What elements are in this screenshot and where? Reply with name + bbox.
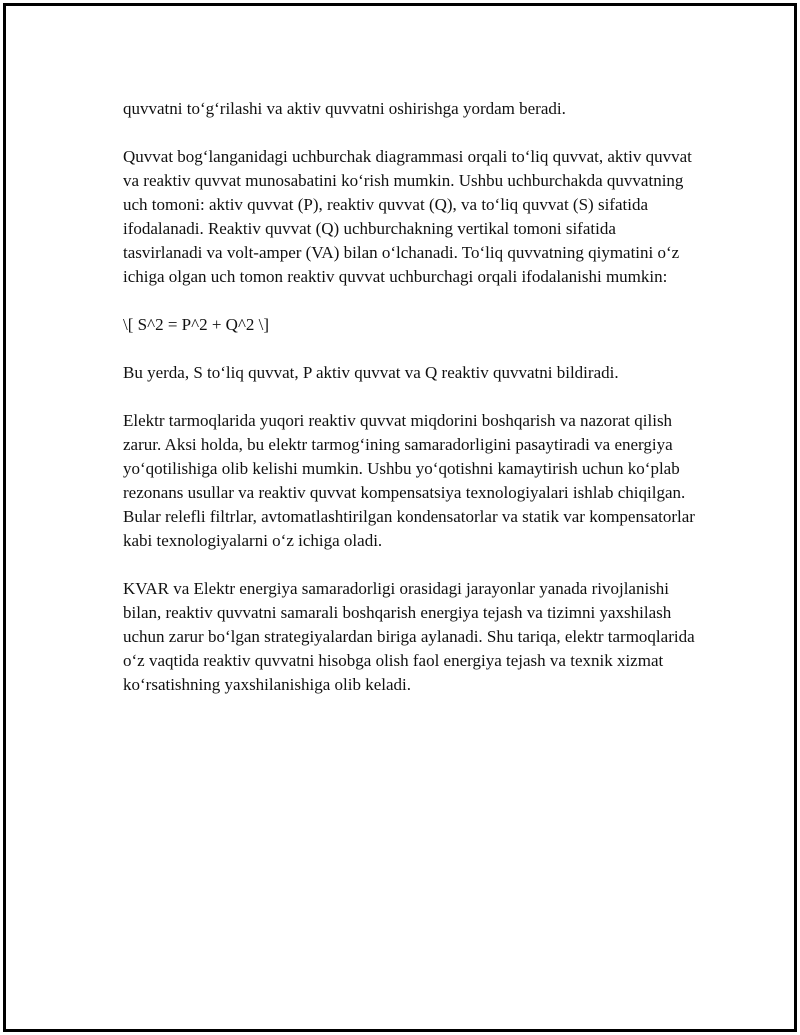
paragraph-reactive-control: Elektr tarmoqlarida yuqori reaktiv quvvat miqdorini boshqarish va nazorat qilish zarur. Aksi holda, bu elektr tarmog‘ining samaradorligini pasaytiradi va energiya yo‘qotilishiga olib kelishi mumkin. Ushbu yo‘qotishni kamaytirish uchun ko‘plab rezonans usullar va reaktiv quvvat kompensatsiya texnologiyalari ishlab chiqilgan. Bular relefli filtrlar, avtomatlashtirilgan kondensatorlar va statik var kompensatorlar kabi texnologiyalarni o‘z ichiga oladi. xyxy=(123,411,695,550)
paragraph-continuation: quvvatni to‘g‘rilashi va aktiv quvvatni oshirishga yordam beradi. xyxy=(123,99,566,118)
paragraph-formula: \[ S^2 = P^2 + Q^2 \] xyxy=(123,315,270,334)
paragraph-conclusion: KVAR va Elektr energiya samaradorligi orasidagi jarayonlar yanada rivojlanishi bilan, reaktiv quvvatni samarali boshqarish energiya tejash va tizimni yaxshilash uchun zarur bo‘lgan strategiyalardan biriga aylanadi. Shu tariqa, elektr tarmoqlarida o‘z vaqtida reaktiv quvvatni hisobga olish faol energiya tejash va texnik xizmat ko‘rsatishning yaxshilanishiga olib keladi. xyxy=(123,579,695,694)
page-frame xyxy=(3,3,797,1032)
paragraph-power-triangle: Quvvat bog‘langanidagi uchburchak diagrammasi orqali to‘liq quvvat, aktiv quvvat va reaktiv quvvat munosabatini ko‘rish mumkin. Ushbu uchburchakda quvvatning uch tomoni: aktiv quvvat (P), reaktiv quvvat (Q), va to‘liq quvvat (S) sifatida ifodalanadi. Reaktiv quvvat (Q) uchburchakning vertikal tomoni sifatida tasvirlanadi va volt-amper (VA) bilan o‘lchanadi. To‘liq quvvatning qiymatini o‘z ichiga olgan uch tomon reaktiv quvvat uchburchagi orqali ifodalanishi mumkin: xyxy=(123,147,692,286)
document-body xyxy=(123,97,695,697)
paragraph-definitions: Bu yerda, S to‘liq quvvat, P aktiv quvvat va Q reaktiv quvvatni bildiradi. xyxy=(123,363,619,382)
